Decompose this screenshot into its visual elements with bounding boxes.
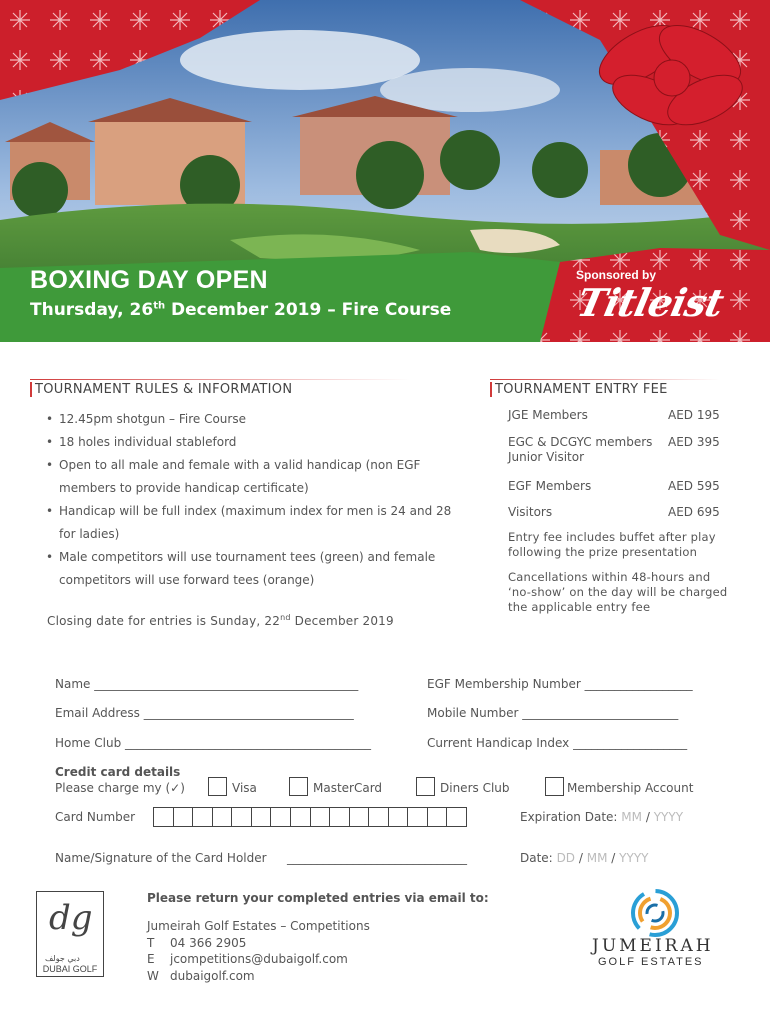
rules-list xyxy=(45,408,465,592)
contact-org: Jumeirah Golf Estates – Competitions xyxy=(147,919,370,933)
rule-item: • 18 holes individual stableford xyxy=(45,431,465,454)
membership-label: Membership Account xyxy=(567,781,694,795)
expiry-field[interactable]: Expiration Date: MM / YYYY xyxy=(520,810,684,824)
membership-checkbox[interactable] xyxy=(545,777,564,796)
fees-heading-rule xyxy=(490,379,720,380)
rules-heading: TOURNAMENT RULES & INFORMATION xyxy=(30,382,292,397)
golf-estates-wordmark: GOLF ESTATES xyxy=(598,956,704,968)
fee-price: AED 695 xyxy=(668,505,720,519)
dg-arabic: دبي جولف xyxy=(45,954,80,963)
rule-item: • Handicap will be full index (maximum index for men is 24 and 28 for ladies) xyxy=(45,500,465,546)
fee-price: AED 195 xyxy=(668,408,720,422)
diners-label: Diners Club xyxy=(440,781,510,795)
fee-name: Visitors xyxy=(508,505,553,519)
diners-checkbox[interactable] xyxy=(416,777,435,796)
return-heading: Please return your completed entries via email to: xyxy=(147,891,489,905)
handicap-field[interactable]: Current Handicap Index ___________________ xyxy=(427,736,688,750)
closing-date: Closing date for entries is Sunday, 22nd December 2019 xyxy=(47,613,394,628)
fees-heading: TOURNAMENT ENTRY FEE xyxy=(490,382,668,397)
home-club-field[interactable]: Home Club _________________________________________ xyxy=(55,736,372,750)
fee-note-buffet: Entry fee includes buffet after play following the prize presentation xyxy=(508,530,716,559)
fee-name: JGE Members xyxy=(508,408,588,422)
jumeirah-wordmark: JUMEIRAH xyxy=(592,936,714,956)
contact-phone: T 04 366 2905 xyxy=(147,935,247,950)
mastercard-label: MasterCard xyxy=(313,781,383,795)
fee-name: EGC & DCGYC members Junior Visitor xyxy=(508,435,653,464)
dg-name: DUBAI GOLF xyxy=(42,964,98,974)
egf-number-field[interactable]: EGF Membership Number __________________ xyxy=(427,677,693,691)
contact-block xyxy=(147,918,370,984)
fee-note-cancellation: Cancellations within 48-hours and ‘no-show’ on the day will be charged the applicable entry fee xyxy=(508,570,728,614)
titleist-logo: Titleist xyxy=(573,280,728,325)
date-field[interactable]: Date: DD / MM / YYYY xyxy=(520,851,649,865)
event-title: BOXING DAY OPEN xyxy=(30,266,268,294)
mobile-field[interactable]: Mobile Number __________________________ xyxy=(427,706,679,720)
sponsor-label: Sponsored by xyxy=(576,268,657,282)
dg-monogram: dg xyxy=(49,898,93,938)
fee-price: AED 395 xyxy=(668,435,720,449)
rule-item: • Male competitors will use tournament tees (green) and female competitors will use forward tees (orange) xyxy=(45,546,465,592)
card-number-boxes[interactable] xyxy=(153,807,467,827)
visa-label: Visa xyxy=(232,781,257,795)
contact-web[interactable]: W dubaigolf.com xyxy=(147,968,255,983)
rule-item: • 12.45pm shotgun – Fire Course xyxy=(45,408,465,431)
hero-banner xyxy=(0,0,770,342)
rule-item: • Open to all male and female with a valid handicap (non EGF members to provide handicap certificate) xyxy=(45,454,465,500)
dubai-golf-logo xyxy=(36,891,104,977)
contact-email[interactable]: E jcompetitions@dubaigolf.com xyxy=(147,952,348,966)
event-subtitle: Thursday, 26th December 2019 – Fire Course xyxy=(30,300,452,320)
email-field[interactable]: Email Address ___________________________________ xyxy=(55,706,354,720)
fee-name: EGF Members xyxy=(508,479,592,493)
credit-card-title: Credit card details xyxy=(55,765,181,779)
name-field[interactable]: Name ____________________________________________ xyxy=(55,677,359,691)
fee-price: AED 595 xyxy=(668,479,720,493)
visa-checkbox[interactable] xyxy=(208,777,227,796)
charge-label: Please charge my (✓) xyxy=(55,781,185,795)
card-number-label: Card Number xyxy=(55,810,136,824)
jumeirah-swirl-icon xyxy=(630,888,680,938)
signature-label: Name/Signature of the Card Holder xyxy=(55,851,267,865)
rules-heading-rule xyxy=(30,379,410,380)
signature-line[interactable]: ______________________________ xyxy=(287,851,467,865)
mastercard-checkbox[interactable] xyxy=(289,777,308,796)
